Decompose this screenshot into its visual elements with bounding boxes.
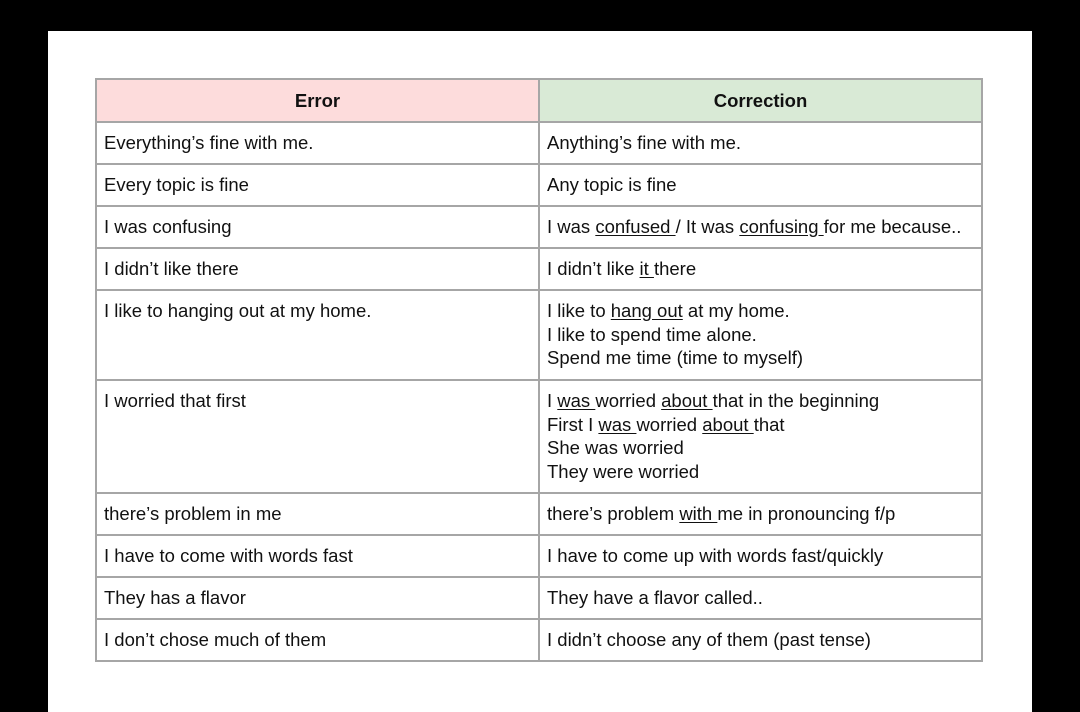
correction-line	[547, 346, 974, 370]
correction-line	[547, 436, 974, 460]
correction-cell	[539, 493, 982, 535]
table-body	[96, 122, 982, 661]
correction-line	[547, 502, 974, 526]
underlined-correction-text: it	[639, 258, 654, 279]
underlined-correction-text: about	[702, 413, 754, 435]
correction-text: at my home.	[682, 300, 790, 321]
correction-text: I was	[547, 216, 596, 237]
underlined-correction-text: hang out	[610, 300, 683, 321]
table-row	[96, 577, 982, 619]
correction-cell	[539, 206, 982, 248]
correction-cell	[539, 535, 982, 577]
table-row	[96, 122, 982, 164]
table-row	[96, 380, 982, 493]
correction-line	[547, 299, 974, 323]
underlined-correction-text: about	[661, 390, 713, 411]
correction-text: that	[753, 413, 785, 435]
correction-cell	[539, 248, 982, 290]
correction-cell	[539, 290, 982, 380]
correction-text: First I	[547, 413, 599, 435]
error-cell: there’s problem in me	[96, 493, 539, 535]
error-cell: I don’t chose much of them	[96, 619, 539, 661]
correction-text: Any topic is fine	[547, 174, 677, 195]
correction-text: I didn’t choose any of them (past tense)	[547, 629, 871, 650]
correction-text: me in pronouncing f/p	[717, 503, 896, 524]
correction-text: I have to come up with words fast/quickly	[547, 545, 884, 566]
correction-text: They have a flavor called..	[547, 587, 763, 608]
correction-text: I didn’t like	[547, 258, 640, 279]
error-cell: Every topic is fine	[96, 164, 539, 206]
error-cell: I like to hanging out at my home.	[96, 290, 539, 380]
correction-text: worried	[636, 413, 703, 435]
correction-text: Anything’s fine with me.	[547, 132, 742, 153]
correction-column-header: Correction	[539, 79, 982, 122]
correction-text: I like to spend time alone.	[547, 323, 757, 345]
table-row	[96, 493, 982, 535]
correction-text: worried	[595, 390, 662, 411]
error-correction-table	[95, 78, 983, 662]
error-column-header: Error	[96, 79, 539, 122]
error-cell: I worried that first	[96, 380, 539, 493]
correction-line	[547, 586, 974, 610]
correction-text: I	[547, 390, 558, 411]
correction-line	[547, 215, 974, 239]
table-row	[96, 290, 982, 380]
underlined-correction-text: confused	[595, 216, 676, 237]
table-row	[96, 535, 982, 577]
correction-text: Spend me time (time to myself)	[547, 347, 803, 368]
correction-text: there	[653, 258, 697, 279]
correction-text: there’s problem	[547, 503, 680, 524]
header-row	[96, 79, 982, 122]
correction-line	[547, 628, 974, 652]
correction-line	[547, 257, 974, 281]
underlined-correction-text: was	[598, 413, 637, 435]
error-cell: I was confusing	[96, 206, 539, 248]
error-cell: They has a flavor	[96, 577, 539, 619]
error-cell: Everything’s fine with me.	[96, 122, 539, 164]
document-page	[48, 31, 1032, 712]
underlined-correction-text: was	[557, 390, 596, 411]
correction-line	[547, 460, 974, 484]
correction-cell	[539, 380, 982, 493]
correction-cell	[539, 577, 982, 619]
table-row	[96, 619, 982, 661]
correction-line	[547, 131, 974, 155]
error-cell: I have to come with words fast	[96, 535, 539, 577]
error-cell: I didn’t like there	[96, 248, 539, 290]
correction-line	[547, 413, 974, 437]
correction-cell	[539, 122, 982, 164]
correction-text: She was worried	[547, 437, 684, 458]
underlined-correction-text: confusing	[739, 216, 824, 237]
correction-line	[547, 544, 974, 568]
correction-cell	[539, 619, 982, 661]
correction-text: that in the beginning	[712, 390, 880, 411]
correction-line	[547, 389, 974, 413]
correction-text: They were worried	[547, 460, 700, 482]
correction-cell	[539, 164, 982, 206]
table-row	[96, 206, 982, 248]
underlined-correction-text: with	[679, 503, 718, 524]
correction-text: for me because..	[823, 216, 962, 237]
correction-text: / It was	[675, 216, 740, 237]
table-row	[96, 248, 982, 290]
table-row	[96, 164, 982, 206]
correction-line	[547, 323, 974, 347]
correction-text: I like to	[547, 300, 611, 321]
correction-line	[547, 173, 974, 197]
